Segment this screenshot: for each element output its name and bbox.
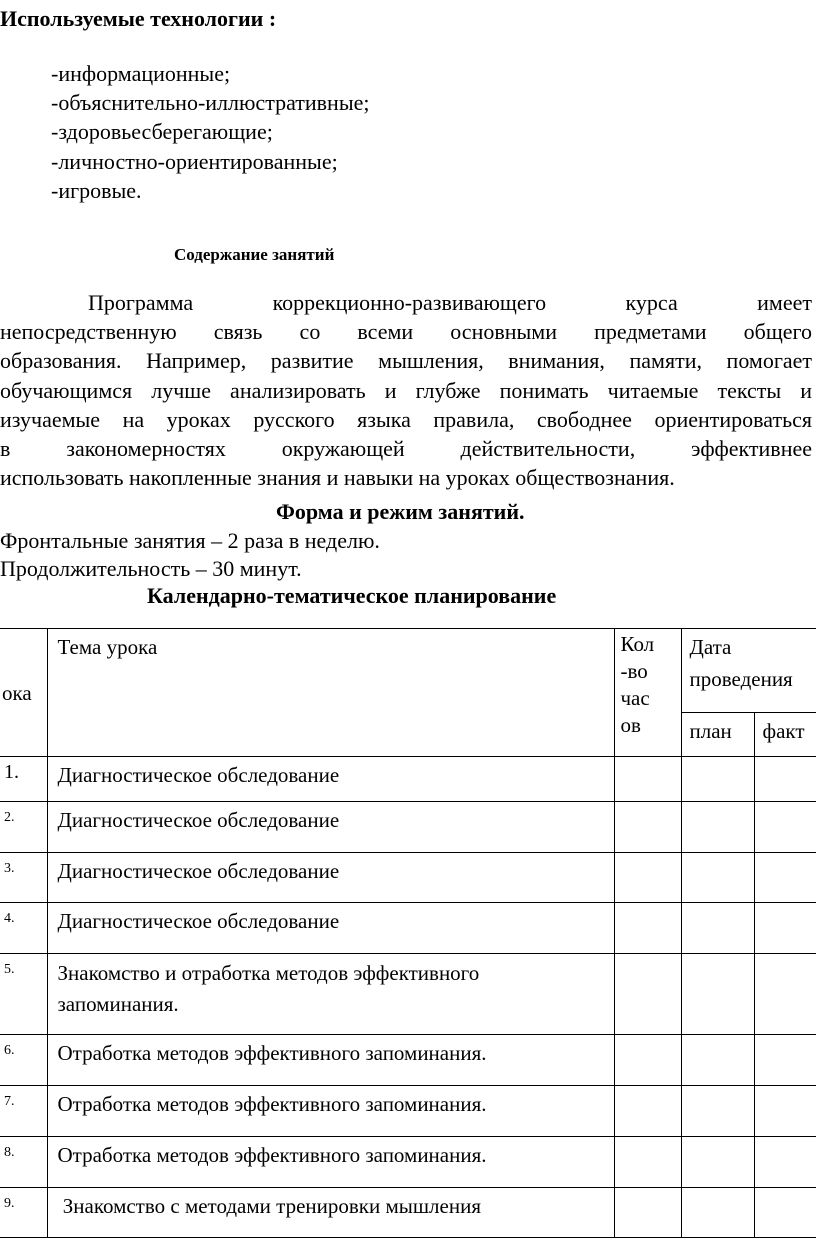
calendar-table (0, 628, 816, 1238)
row-topic: Диагностическое обследование (48, 853, 614, 889)
paragraph-line: обучающимся лучше анализировать и глубже понимать читаемые тексты и (0, 376, 812, 405)
header-plan-text: план (682, 713, 754, 745)
header-date-text: проведения (690, 663, 816, 695)
header-hours-text: час (621, 685, 681, 712)
paragraph-line: изучаемые на уроках русского языка правила, свободнее ориентироваться (0, 405, 812, 434)
row-number: 3. (0, 853, 47, 877)
table-row (0, 802, 816, 853)
header-hours-text: ов (621, 712, 681, 739)
row-topic: Знакомство и отработка методов эффективного (58, 958, 606, 989)
header-fact (754, 713, 816, 757)
header-topic (47, 629, 614, 757)
paragraph-line: Программа коррекционно-развивающего курса имеет (0, 288, 812, 317)
paragraph-line: непосредственную связь со всеми основными предметами общего (0, 317, 812, 346)
row-number: 4. (0, 903, 47, 927)
form-line-frequency: Фронтальные занятия – 2 раза в неделю. (0, 528, 380, 554)
row-number: 2. (0, 802, 47, 826)
tech-item: -объяснительно-иллюстративные; (51, 88, 369, 117)
row-topic: Диагностическое обследование (48, 903, 614, 939)
header-num (0, 629, 47, 757)
table-row (0, 1137, 816, 1188)
row-number: 5. (0, 954, 47, 978)
tech-list (51, 59, 369, 205)
calendar-heading: Календарно-тематическое планирование (147, 583, 556, 609)
row-topic: Знакомство с методами тренировки мышления (48, 1188, 614, 1224)
header-topic-text: Тема урока (48, 629, 614, 665)
form-line-duration: Продолжительность – 30 минут. (0, 556, 302, 582)
header-hours-text: Кол (621, 631, 681, 658)
row-topic: Отработка методов эффективного запоминания. (48, 1035, 614, 1071)
row-number: 9. (0, 1188, 47, 1212)
header-num-text: ока (0, 629, 47, 707)
header-hours-text: -во (621, 658, 681, 685)
table-row (0, 903, 816, 954)
tech-heading: Используемые технологии : (0, 6, 276, 32)
row-number: 7. (0, 1086, 47, 1110)
paragraph-line: использовать накопленные знания и навыки на уроках обществознания. (0, 463, 812, 492)
table-row (0, 1086, 816, 1137)
content-heading: Содержание занятий (174, 245, 334, 265)
header-date-text: Дата (690, 631, 816, 663)
form-heading: Форма и режим занятий. (276, 499, 525, 525)
paragraph-line: образования. Например, развитие мышления, внимания, памяти, помогает (0, 346, 812, 375)
row-topic: запоминания. (58, 989, 606, 1020)
row-number: 6. (0, 1035, 47, 1059)
row-topic: Диагностическое обследование (48, 757, 614, 793)
table-row (0, 1188, 816, 1238)
paragraph-line: в закономерностях окружающей действительности, эффективнее (0, 434, 812, 463)
row-topic: Диагностическое обследование (48, 802, 614, 838)
tech-item: -информационные; (51, 59, 369, 88)
header-plan (681, 713, 754, 757)
row-topic: Отработка методов эффективного запоминания. (48, 1137, 614, 1173)
tech-item: -личностно-ориентированные; (51, 147, 369, 176)
table-row (0, 954, 816, 1035)
tech-item: -здоровьесберегающие; (51, 117, 369, 146)
tech-item: -игровые. (51, 176, 369, 205)
content-paragraph (0, 288, 812, 492)
header-date (681, 629, 816, 713)
table-row (0, 1035, 816, 1086)
row-topic: Отработка методов эффективного запоминания. (48, 1086, 614, 1122)
table-row (0, 853, 816, 903)
row-number: 8. (0, 1137, 47, 1161)
row-number: 1. (0, 757, 47, 784)
table-row (0, 757, 816, 802)
header-fact-text: факт (755, 713, 816, 745)
header-hours (614, 629, 681, 757)
